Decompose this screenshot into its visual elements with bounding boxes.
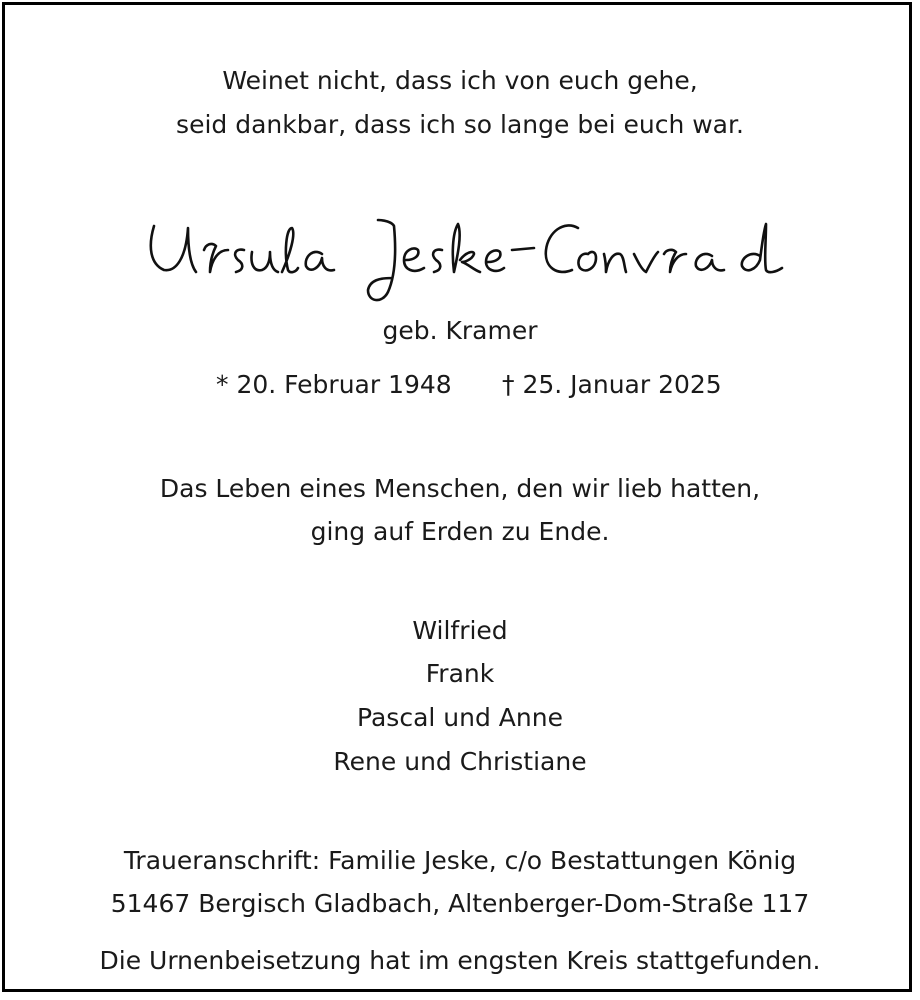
- quote-line-2: ging auf Erden zu Ende.: [310, 517, 610, 546]
- burial-note: Die Urnenbeisetzung hat im engsten Kreis stattgefunden.: [99, 946, 821, 975]
- life-dates: [0, 368, 920, 402]
- mourner-3: Pascal und Anne: [357, 703, 563, 732]
- mourner-2: Frank: [425, 659, 495, 688]
- maiden-name: geb. Kramer: [382, 316, 538, 345]
- name-signature: [140, 198, 800, 310]
- birth-date: * 20. Februar 1948: [216, 370, 452, 399]
- quote-line-1: Das Leben eines Menschen, den wir lieb hatten,: [159, 474, 761, 503]
- mourner-4: Rene und Christiane: [333, 747, 587, 776]
- mourner-1: Wilfried: [412, 616, 508, 645]
- address-line-1: Traueranschrift: Familie Jeske, c/o Bestattungen König: [123, 846, 797, 875]
- poem-line-2: seid dankbar, dass ich so lange bei euch war.: [176, 110, 744, 139]
- poem-line-1: Weinet nicht, dass ich von euch gehe,: [222, 66, 698, 95]
- address-line-2: 51467 Bergisch Gladbach, Altenberger-Dom-Straße 117: [110, 889, 810, 918]
- death-date: † 25. Januar 2025: [502, 370, 722, 399]
